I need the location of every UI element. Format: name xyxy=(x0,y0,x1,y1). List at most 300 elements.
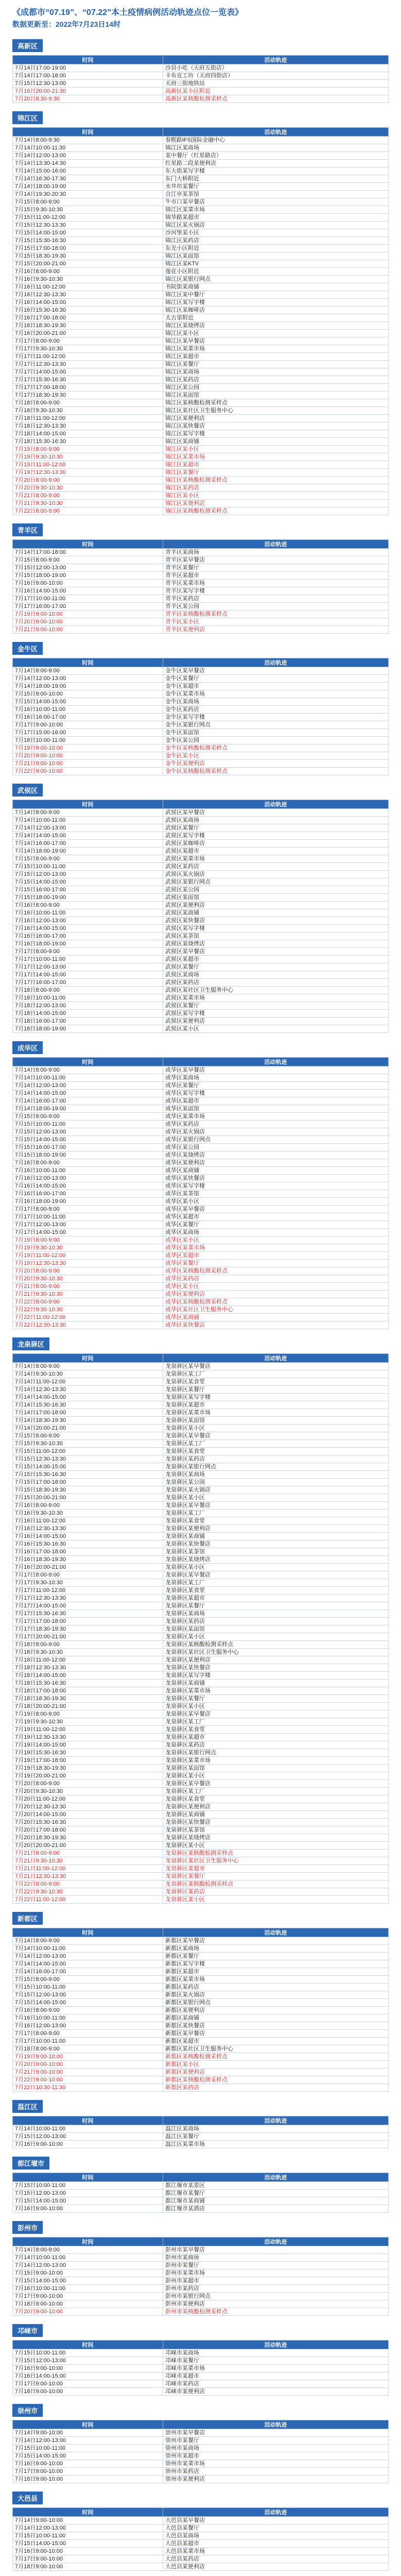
time-cell: 7月17日12:00-13:00 xyxy=(13,1221,163,1229)
place-column-header: 活动轨迹 xyxy=(163,2508,389,2517)
table-row xyxy=(13,1610,389,1618)
time-cell: 7月15日8:00-9:00 xyxy=(13,198,163,206)
place-cell: 锦江区某咖啡店 xyxy=(163,307,389,314)
time-column-header: 时间 xyxy=(13,658,163,667)
time-cell: 7月15日16:00-17:00 xyxy=(13,1144,163,1151)
table-row xyxy=(13,291,389,299)
place-cell: 武侯区某餐厅 xyxy=(163,1002,389,1010)
place-cell: 龙泉驿区某小区 xyxy=(163,1564,389,1571)
place-cell: 金牛区某药店 xyxy=(163,706,389,714)
table-row xyxy=(13,714,389,721)
time-cell: 7月20日18:30-19:30 xyxy=(13,1834,163,1842)
table-row xyxy=(13,1175,389,1182)
district-name: 金牛区 xyxy=(12,642,43,655)
time-cell: 7月18日14:00-15:00 xyxy=(13,430,163,438)
time-cell: 7月17日17:00-18:00 xyxy=(13,384,163,392)
place-cell: 崇州市某药店 xyxy=(163,2468,389,2476)
table-row xyxy=(13,1479,389,1486)
place-cell: 崇州市某早餐店 xyxy=(163,2429,389,2437)
table-row xyxy=(13,667,389,675)
district-section xyxy=(12,2157,389,2213)
time-cell: 7月15日12:00-13:00 xyxy=(13,1128,163,1136)
time-column-header: 时间 xyxy=(13,56,163,64)
table-row xyxy=(13,2084,389,2092)
trajectory-table xyxy=(12,658,389,775)
place-cell: 红星路二段某便利店 xyxy=(163,160,389,167)
table-row xyxy=(13,549,389,556)
time-cell: 7月17日9:30-10:30 xyxy=(13,345,163,353)
time-cell: 7月17日14:00-15:00 xyxy=(13,1602,163,1610)
table-row xyxy=(13,1298,389,1306)
place-cell: 新都区某药店 xyxy=(163,1984,389,1991)
table-row xyxy=(13,453,389,461)
table-row xyxy=(13,2445,389,2452)
place-column-header: 活动轨迹 xyxy=(163,2173,389,2182)
place-cell: 武侯区某小区 xyxy=(163,1025,389,1033)
place-cell: 龙泉驿区某茶馆 xyxy=(163,1826,389,1834)
table-row xyxy=(13,2141,389,2148)
table-header-row xyxy=(13,2238,389,2246)
table-row xyxy=(13,863,389,871)
time-cell: 7月22日10:30-11:30 xyxy=(13,2084,163,2092)
table-row xyxy=(13,706,389,714)
district-section xyxy=(12,1337,389,1904)
time-cell: 7月16日9:30-10:30 xyxy=(13,276,163,283)
table-row xyxy=(13,1741,389,1749)
place-cell: 锦江区某早餐店 xyxy=(163,337,389,345)
time-cell: 7月15日9:00-10:00 xyxy=(13,690,163,698)
place-cell: 龙泉驿区某早餐店 xyxy=(163,1502,389,1510)
table-row xyxy=(13,587,389,595)
place-cell: 彭州市某银行网点 xyxy=(163,2293,389,2300)
time-column-header: 时间 xyxy=(13,128,163,137)
district-name: 成华区 xyxy=(12,1041,43,1054)
time-cell: 7月17日9:30-10:30 xyxy=(13,1579,163,1587)
time-cell: 7月14日14:00-15:00 xyxy=(13,1090,163,1097)
table-row xyxy=(13,1260,389,1267)
place-cell: 锦江区某核酸检测采样点 xyxy=(163,477,389,484)
table-row xyxy=(13,963,389,971)
time-cell: 7月19日11:00-12:00 xyxy=(13,1252,163,1260)
place-cell: 青羊区某药店 xyxy=(163,595,389,603)
place-cell: 青羊区某小区 xyxy=(163,618,389,626)
time-cell: 7月19日11:00-12:00 xyxy=(13,461,163,469)
time-cell: 7月20日9:30-10:30 xyxy=(13,1275,163,1283)
place-cell: 青羊区某公园 xyxy=(163,603,389,611)
time-cell: 7月14日8:00-9:00 xyxy=(13,1937,163,1945)
table-row xyxy=(13,2076,389,2084)
place-cell: 新都区某便利店 xyxy=(163,2069,389,2076)
place-cell: 锦江区某菜市场 xyxy=(163,206,389,214)
table-row xyxy=(13,283,389,291)
place-cell: 成华区某超市 xyxy=(163,1213,389,1221)
place-cell: 东门大桥附近 xyxy=(163,175,389,183)
place-cell: 新都区某社区卫生服务中心 xyxy=(163,2045,389,2053)
table-row xyxy=(13,337,389,345)
time-cell: 7月16日9:30-10:30 xyxy=(13,1510,163,1517)
time-cell: 7月14日8:00-9:00 xyxy=(13,2246,163,2254)
time-cell: 7月22日9:00-10:00 xyxy=(13,768,163,775)
place-cell: 武侯区某社区卫生服务中心 xyxy=(163,987,389,994)
time-cell: 7月19日17:00-18:00 xyxy=(13,1757,163,1765)
place-cell: 龙泉驿区某食堂 xyxy=(163,1795,389,1803)
place-column-header: 活动轨迹 xyxy=(163,2420,389,2429)
place-cell: 锦江区某便利店 xyxy=(163,500,389,507)
table-row xyxy=(13,299,389,307)
table-row xyxy=(13,1471,389,1479)
place-cell: 邛崃市某餐厅 xyxy=(163,2357,389,2365)
time-cell: 7月16日20:00-21:30 xyxy=(13,88,163,95)
time-cell: 7月21日9:30-10:30 xyxy=(13,1291,163,1298)
place-cell: 崇州市某餐厅 xyxy=(163,2437,389,2445)
table-row xyxy=(13,2476,389,2483)
table-row xyxy=(13,1999,389,2007)
time-cell: 7月16日10:00-11:00 xyxy=(13,1167,163,1175)
table-row xyxy=(13,871,389,878)
table-row xyxy=(13,1321,389,1329)
table-row xyxy=(13,2349,389,2357)
table-row xyxy=(13,1097,389,1105)
time-cell: 7月18日9:00-10:00 xyxy=(13,2476,163,2483)
time-cell: 7月19日9:00-10:00 xyxy=(13,611,163,618)
table-row xyxy=(13,1703,389,1710)
table-row xyxy=(13,2197,389,2205)
place-cell: 龙泉驿区某茶馆 xyxy=(163,1548,389,1556)
time-cell: 7月20日8:30-9:30 xyxy=(13,95,163,103)
place-cell: 邛崃市某超市 xyxy=(163,2372,389,2380)
time-cell: 7月22日8:00-9:00 xyxy=(13,1880,163,1888)
place-cell: 新都区某银行网点 xyxy=(163,1999,389,2007)
place-cell: 锦江区某公园 xyxy=(163,384,389,392)
table-row xyxy=(13,2357,389,2365)
place-cell: 成华区某便利店 xyxy=(163,1291,389,1298)
place-cell: 武侯区某餐厅 xyxy=(163,824,389,832)
time-cell: 7月15日8:00-9:00 xyxy=(13,1113,163,1121)
trajectory-table xyxy=(12,2420,389,2483)
place-cell: 成华区某公园 xyxy=(163,1144,389,1151)
time-cell: 7月19日9:30-10:30 xyxy=(13,453,163,461)
place-cell: 太古里附近 xyxy=(163,314,389,322)
table-row xyxy=(13,1540,389,1548)
table-row xyxy=(13,2133,389,2141)
table-row xyxy=(13,438,389,446)
place-cell: 青羊区某写字楼 xyxy=(163,587,389,595)
time-cell: 7月15日8:00-9:00 xyxy=(13,1432,163,1440)
place-cell: 龙泉驿区某食堂 xyxy=(163,1378,389,1386)
table-row xyxy=(13,1873,389,1880)
time-cell: 7月14日20:00-21:00 xyxy=(13,1425,163,1432)
place-cell: 金牛区某便利店 xyxy=(163,760,389,768)
time-cell: 7月14日10:00-11:00 xyxy=(13,817,163,824)
table-header-row xyxy=(13,128,389,137)
table-row xyxy=(13,925,389,933)
table-row xyxy=(13,1664,389,1672)
place-cell: 青羊区某菜市场 xyxy=(163,580,389,587)
district-section xyxy=(12,642,389,775)
place-cell: 龙泉驿区某商铺 xyxy=(163,1811,389,1819)
place-cell: 龙泉驿区某核酸检测采样点 xyxy=(163,1880,389,1888)
place-cell: 龙泉驿区某小区 xyxy=(163,1633,389,1641)
place-cell: 锦江区某小区 xyxy=(163,492,389,500)
table-row xyxy=(13,237,389,245)
table-row xyxy=(13,198,389,206)
place-cell: 成华区某小区 xyxy=(163,1236,389,1244)
time-cell: 7月18日8:00-9:00 xyxy=(13,399,163,407)
time-cell: 7月16日10:00-11:00 xyxy=(13,2285,163,2293)
table-row xyxy=(13,2277,389,2285)
table-row xyxy=(13,2437,389,2445)
time-cell: 7月16日11:00-12:00 xyxy=(13,1517,163,1525)
place-cell: 武侯区某超市 xyxy=(163,956,389,963)
place-cell: 锦江区某快餐店 xyxy=(163,422,389,430)
time-cell: 7月17日15:30-16:30 xyxy=(13,1610,163,1618)
time-cell: 7月18日9:30-10:30 xyxy=(13,1649,163,1656)
time-cell: 7月14日10:00-11:00 xyxy=(13,1074,163,1082)
place-cell: 武侯区某餐厅 xyxy=(163,963,389,971)
table-row xyxy=(13,1074,389,1082)
table-row xyxy=(13,1121,389,1128)
place-cell: 武侯区某早餐店 xyxy=(163,809,389,817)
time-cell: 7月16日9:00-10:00 xyxy=(13,2141,163,2148)
district-sections xyxy=(12,39,389,2571)
time-cell: 7月18日12:30-13:30 xyxy=(13,422,163,430)
place-cell: 龙泉驿区某面馆 xyxy=(163,1417,389,1425)
time-cell: 7月18日11:00-12:00 xyxy=(13,415,163,422)
time-cell: 7月15日9:00-10:00 xyxy=(13,2269,163,2277)
time-cell: 7月15日18:00-19:00 xyxy=(13,894,163,902)
time-cell: 7月16日9:00-10:00 xyxy=(13,2205,163,2213)
table-row xyxy=(13,2452,389,2460)
time-cell: 7月20日9:30-10:30 xyxy=(13,1788,163,1795)
place-cell: 锦江区某核酸检测采样点 xyxy=(163,507,389,515)
time-cell: 7月17日14:00-15:00 xyxy=(13,368,163,376)
place-cell: 锦江区某核酸检测采样点 xyxy=(163,399,389,407)
table-row xyxy=(13,1018,389,1025)
place-cell: 龙泉驿区某核酸检测采样点 xyxy=(163,1641,389,1649)
time-cell: 7月14日13:30-14:30 xyxy=(13,160,163,167)
place-cell: 春熙路IFS国际金融中心 xyxy=(163,137,389,144)
place-cell: 龙泉驿区某早餐店 xyxy=(163,1571,389,1579)
time-cell: 7月22日11:00-12:00 xyxy=(13,1896,163,1904)
place-cell: 合江亭某茶馆 xyxy=(163,191,389,198)
trajectory-table xyxy=(12,2173,389,2213)
table-header-row xyxy=(13,800,389,809)
table-row xyxy=(13,64,389,72)
place-cell: 龙泉驿区某超市 xyxy=(163,1865,389,1873)
table-row xyxy=(13,2308,389,2316)
table-header-row xyxy=(13,2116,389,2125)
time-cell: 7月16日8:00-9:00 xyxy=(13,1502,163,1510)
table-row xyxy=(13,160,389,167)
table-row xyxy=(13,422,389,430)
table-row xyxy=(13,1672,389,1680)
place-cell: 武侯区某便利店 xyxy=(163,902,389,909)
table-row xyxy=(13,603,389,611)
table-row xyxy=(13,376,389,384)
table-row xyxy=(13,2014,389,2022)
place-cell: 新都区某早餐店 xyxy=(163,1937,389,1945)
time-cell: 7月15日9:30-10:30 xyxy=(13,206,163,214)
table-row xyxy=(13,817,389,824)
place-cell: 成华区某写字楼 xyxy=(163,1090,389,1097)
time-cell: 7月17日20:00-21:00 xyxy=(13,1633,163,1641)
time-cell: 7月16日8:00-9:00 xyxy=(13,1159,163,1167)
table-row xyxy=(13,948,389,956)
table-row xyxy=(13,1749,389,1757)
place-cell: 金牛区某小区 xyxy=(163,752,389,760)
table-row xyxy=(13,1236,389,1244)
place-cell: 莲花小区附近 xyxy=(163,268,389,276)
time-cell: 7月19日8:00-9:00 xyxy=(13,1710,163,1718)
place-cell: 都江堰市某餐厅 xyxy=(163,2190,389,2197)
place-cell: 金牛区某餐厅 xyxy=(163,675,389,683)
table-row xyxy=(13,477,389,484)
table-row xyxy=(13,1618,389,1625)
place-cell: 锦江区某菜市场 xyxy=(163,345,389,353)
table-row xyxy=(13,167,389,175)
time-cell: 7月14日15:00-16:00 xyxy=(13,167,163,175)
time-cell: 7月14日16:30-17:30 xyxy=(13,175,163,183)
place-cell: 锦江区某超市 xyxy=(163,353,389,361)
table-row xyxy=(13,1991,389,1999)
place-cell: 锦江区某药店 xyxy=(163,484,389,492)
place-cell: 龙泉驿区某商场 xyxy=(163,1610,389,1618)
time-cell: 7月21日9:30-10:30 xyxy=(13,1857,163,1865)
time-cell: 7月22日8:00-9:00 xyxy=(13,1298,163,1306)
place-cell: 成华区某商铺 xyxy=(163,1167,389,1175)
table-row xyxy=(13,760,389,768)
place-cell: 新都区某小区 xyxy=(163,2061,389,2069)
place-cell: 成华区某银行网点 xyxy=(163,1136,389,1144)
place-cell: 青羊区某早餐店 xyxy=(163,556,389,564)
table-row xyxy=(13,214,389,222)
table-row xyxy=(13,824,389,832)
table-row xyxy=(13,175,389,183)
table-row xyxy=(13,500,389,507)
time-cell: 7月15日10:00-11:00 xyxy=(13,2349,163,2357)
time-cell: 7月14日12:30-13:30 xyxy=(13,1386,163,1394)
place-cell: 武侯区某商场 xyxy=(163,971,389,979)
time-cell: 7月16日8:00-9:00 xyxy=(13,2007,163,2014)
time-cell: 7月19日12:30-13:30 xyxy=(13,1260,163,1267)
place-cell: 龙泉驿区某工厂 xyxy=(163,1718,389,1726)
place-cell: 龙泉驿区某餐厅 xyxy=(163,1873,389,1880)
district-section xyxy=(12,523,389,634)
place-cell: 龙泉驿区某工厂 xyxy=(163,1579,389,1587)
time-cell: 7月15日15:30-16:30 xyxy=(13,237,163,245)
time-cell: 7月16日9:00-10:00 xyxy=(13,2365,163,2372)
table-row xyxy=(13,1857,389,1865)
time-cell: 7月17日17:00-18:00 xyxy=(13,1618,163,1625)
place-cell: 武侯区某咖啡店 xyxy=(163,840,389,848)
place-cell: 邛崃市某商场 xyxy=(163,2349,389,2357)
time-cell: 7月16日14:00-15:00 xyxy=(13,587,163,595)
place-cell: 新都区某商铺 xyxy=(163,2014,389,2022)
place-cell: 彭州市某核酸检测采样点 xyxy=(163,2308,389,2316)
time-cell: 7月15日10:00-11:00 xyxy=(13,863,163,871)
time-column-header: 时间 xyxy=(13,2238,163,2246)
place-cell: 龙泉驿区某小区 xyxy=(163,1703,389,1710)
time-cell: 7月16日18:30-19:30 xyxy=(13,1556,163,1564)
table-row xyxy=(13,152,389,160)
district-name: 都江堰市 xyxy=(12,2157,49,2170)
time-cell: 7月15日10:00-11:00 xyxy=(13,2445,163,2452)
time-cell: 7月15日18:30-19:30 xyxy=(13,1486,163,1494)
trajectory-table xyxy=(12,2507,389,2571)
place-cell: 成华区某餐厅 xyxy=(163,1221,389,1229)
table-row xyxy=(13,1448,389,1455)
place-cell: 武侯区某商场 xyxy=(163,817,389,824)
table-row xyxy=(13,1656,389,1664)
table-row xyxy=(13,2532,389,2540)
table-row xyxy=(13,572,389,580)
table-row xyxy=(13,361,389,368)
table-row xyxy=(13,1002,389,1010)
table-row xyxy=(13,1953,389,1960)
table-row xyxy=(13,1564,389,1571)
table-row xyxy=(13,260,389,268)
table-row xyxy=(13,1314,389,1321)
place-cell: 书院街某商铺 xyxy=(163,283,389,291)
table-row xyxy=(13,894,389,902)
table-row xyxy=(13,1571,389,1579)
time-cell: 7月18日18:30-19:30 xyxy=(13,1695,163,1703)
place-cell: 锦江区某烧烤店 xyxy=(163,322,389,330)
time-cell: 7月19日14:00-15:00 xyxy=(13,1741,163,1749)
place-cell: 锦江区某药店 xyxy=(163,237,389,245)
table-row xyxy=(13,2007,389,2014)
district-section xyxy=(12,2404,389,2483)
place-cell: 崇州市某便利店 xyxy=(163,2476,389,2483)
time-cell: 7月17日8:00-9:00 xyxy=(13,948,163,956)
place-cell: 金牛区某菜市场 xyxy=(163,690,389,698)
table-row xyxy=(13,675,389,683)
table-row xyxy=(13,1267,389,1275)
place-cell: 崇州市某商场 xyxy=(163,2445,389,2452)
time-column-header: 时间 xyxy=(13,2341,163,2349)
table-row xyxy=(13,80,389,88)
trajectory-table xyxy=(12,127,389,515)
place-cell: 彭州市某早餐店 xyxy=(163,2246,389,2254)
place-cell: 牛市口某早餐店 xyxy=(163,198,389,206)
time-cell: 7月18日17:00-18:00 xyxy=(13,1687,163,1695)
place-cell: 新都区某菜市场 xyxy=(163,1976,389,1984)
trajectory-table xyxy=(12,539,389,634)
place-cell: 龙泉驿区某便利店 xyxy=(163,1803,389,1811)
place-cell: 武侯区某写字楼 xyxy=(163,1010,389,1018)
place-cell: 锦江区某火锅店 xyxy=(163,222,389,229)
table-row xyxy=(13,1772,389,1780)
time-cell: 7月15日18:30-19:30 xyxy=(13,252,163,260)
time-cell: 7月16日16:00-17:00 xyxy=(13,933,163,940)
time-cell: 7月15日14:00-15:00 xyxy=(13,229,163,237)
time-cell: 7月18日9:00-10:00 xyxy=(13,2300,163,2308)
time-cell: 7月16日10:00-11:00 xyxy=(13,909,163,917)
place-cell: 成华区某早餐店 xyxy=(163,1206,389,1213)
time-cell: 7月16日12:30-13:30 xyxy=(13,291,163,299)
place-cell: 龙泉驿区某核酸检测采样点 xyxy=(163,1850,389,1857)
time-cell: 7月21日9:00-10:00 xyxy=(13,760,163,768)
table-row xyxy=(13,1937,389,1945)
table-row xyxy=(13,2429,389,2437)
time-cell: 7月18日10:00-11:00 xyxy=(13,737,163,744)
table-row xyxy=(13,95,389,103)
time-cell: 7月18日10:00-11:00 xyxy=(13,994,163,1002)
trajectory-table xyxy=(12,2340,389,2396)
time-cell: 7月16日12:00-13:00 xyxy=(13,1175,163,1182)
table-row xyxy=(13,2246,389,2254)
table-row xyxy=(13,1291,389,1298)
